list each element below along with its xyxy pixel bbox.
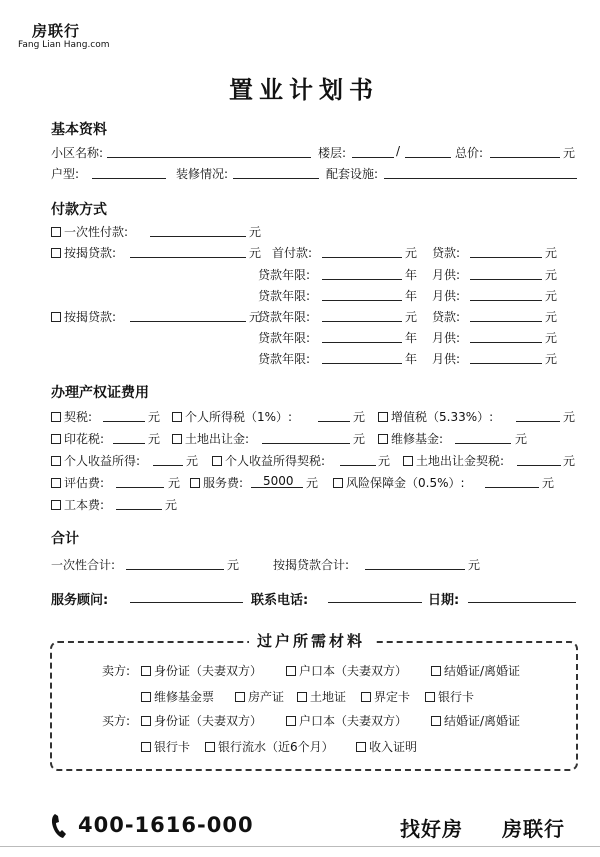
monthly-line[interactable] — [470, 342, 542, 343]
loan-years-line[interactable] — [322, 363, 402, 364]
footer-slogan-1: 找好房 — [400, 817, 463, 841]
monthly-label: 月供: — [432, 289, 461, 303]
loan-years-line[interactable] — [322, 279, 402, 280]
seller-item[interactable]: 土地证 — [297, 688, 346, 705]
floor-label: 楼层: — [318, 146, 347, 160]
checkbox[interactable] — [431, 716, 441, 726]
checkbox[interactable] — [378, 434, 388, 444]
checkbox[interactable] — [51, 478, 61, 488]
buyer-item[interactable]: 收入证明 — [356, 738, 417, 755]
personal-income-deed-row[interactable]: 个人收益所得契税: — [212, 452, 325, 469]
unit-year: 年 — [405, 289, 418, 303]
service-fee-row[interactable]: 服务费: — [190, 474, 243, 491]
seller-item[interactable]: 身份证（夫妻双方） — [141, 662, 262, 679]
unit-yuan: 元 — [148, 410, 161, 424]
payment-heading: 付款方式 — [51, 202, 107, 218]
total-price-label: 总价: — [455, 146, 484, 160]
monthly-label: 月供: — [432, 352, 461, 366]
personal-income-gain-line[interactable] — [153, 465, 183, 466]
service-fee-value: 5000 — [263, 474, 294, 488]
unit-yuan: 元 — [545, 310, 558, 324]
deed-tax-row[interactable]: 契税: — [51, 408, 92, 425]
community-line[interactable] — [107, 157, 311, 158]
mortgage-total-label: 按揭贷款合计: — [273, 558, 350, 572]
seller-item[interactable]: 银行卡 — [425, 688, 474, 705]
checkbox[interactable] — [51, 248, 61, 258]
checkbox[interactable] — [51, 312, 61, 322]
checkbox[interactable] — [297, 692, 307, 702]
personal-income-tax-line[interactable] — [318, 421, 350, 422]
appraisal-row[interactable]: 评估费: — [51, 474, 104, 491]
checkbox[interactable] — [235, 692, 245, 702]
checkbox[interactable] — [141, 666, 151, 676]
checkbox[interactable] — [51, 227, 61, 237]
unit-yuan: 元 — [405, 246, 418, 260]
seller-item[interactable]: 界定卡 — [361, 688, 410, 705]
seller-item[interactable]: 房产证 — [235, 688, 284, 705]
checkbox[interactable] — [378, 412, 388, 422]
checkbox[interactable] — [51, 434, 61, 444]
facilities-line[interactable] — [384, 178, 577, 179]
unit-yuan: 元 — [545, 268, 558, 282]
loan-line[interactable] — [470, 321, 542, 322]
logo-sub: Fang Lian Hang.com — [18, 40, 110, 50]
unit-yuan: 元 — [563, 146, 576, 160]
checkbox[interactable] — [286, 666, 296, 676]
loan-label: 贷款: — [432, 246, 461, 260]
unit-yuan: 元 — [165, 498, 178, 512]
date-line[interactable] — [468, 602, 576, 603]
loan-years-label: 贷款年限: — [258, 331, 311, 345]
down-payment-label: 首付款: — [272, 246, 313, 260]
unit-yuan: 元 — [378, 454, 391, 468]
buyer-label: 买方: — [102, 714, 131, 728]
deed-tax-line[interactable] — [103, 421, 145, 422]
seller-label: 卖方: — [102, 664, 131, 678]
loan-years-label: 贷款年限: — [258, 310, 311, 324]
checkbox[interactable] — [141, 692, 151, 702]
buyer-item[interactable]: 银行流水（近6个月） — [205, 738, 334, 755]
checkbox[interactable] — [286, 716, 296, 726]
decoration-line[interactable] — [233, 178, 319, 179]
land-transfer-deed-row[interactable]: 土地出让金契税: — [403, 452, 504, 469]
unit-yuan: 元 — [545, 289, 558, 303]
monthly-line[interactable] — [470, 363, 542, 364]
unit-yuan: 元 — [545, 246, 558, 260]
phone-icon — [50, 813, 70, 839]
unit-yuan: 元 — [542, 476, 555, 490]
community-label: 小区名称: — [51, 146, 104, 160]
seller-item[interactable]: 户口本（夫妻双方） — [286, 662, 407, 679]
vat-row[interactable]: 增值税（5.33%）: — [378, 408, 493, 425]
personal-income-gain-row[interactable]: 个人收益所得: — [51, 452, 140, 469]
unit-yuan: 元 — [353, 432, 366, 446]
unit-yuan: 元 — [148, 432, 161, 446]
production-fee-row[interactable]: 工本费: — [51, 496, 104, 513]
loan-years-label: 贷款年限: — [258, 352, 311, 366]
loan-years-line[interactable] — [322, 342, 402, 343]
risk-deposit-row[interactable]: 风险保障金（0.5%）: — [333, 474, 465, 491]
unit-year: 年 — [405, 352, 418, 366]
floor-sep: / — [396, 144, 401, 158]
phone-label: 联系电话: — [251, 593, 309, 608]
total-price-line[interactable] — [490, 157, 560, 158]
mortgage-2-line[interactable] — [130, 321, 246, 322]
loan-years-label: 贷款年限: — [258, 268, 311, 282]
personal-income-deed-line[interactable] — [340, 465, 376, 466]
seller-item[interactable]: 维修基金票 — [141, 688, 214, 705]
checkbox[interactable] — [190, 478, 200, 488]
appraisal-line[interactable] — [116, 487, 164, 488]
checkbox[interactable] — [51, 456, 61, 466]
checkbox[interactable] — [361, 692, 371, 702]
land-transfer-line[interactable] — [262, 443, 350, 444]
mortgage-2-row[interactable]: 按揭贷款: — [51, 308, 116, 325]
loan-years-line[interactable] — [322, 321, 402, 322]
loan-years-line[interactable] — [322, 300, 402, 301]
loan-line[interactable] — [470, 257, 542, 258]
mortgage-1-row[interactable]: 按揭贷款: — [51, 244, 116, 261]
bottom-divider — [0, 846, 600, 847]
facilities-label: 配套设施: — [326, 167, 379, 181]
unit-yuan: 元 — [306, 476, 319, 490]
lump-sum-row[interactable]: 一次性付款: — [51, 223, 128, 240]
unit-year: 年 — [405, 268, 418, 282]
checkbox[interactable] — [425, 692, 435, 702]
house-type-line[interactable] — [92, 178, 166, 179]
advisor-label: 服务顾问: — [51, 593, 109, 608]
production-fee-line[interactable] — [116, 509, 162, 510]
monthly-label: 月供: — [432, 268, 461, 282]
footer-phone[interactable]: 400-1616-000 — [78, 813, 254, 837]
buyer-item[interactable]: 银行卡 — [141, 738, 190, 755]
loan-years-label: 贷款年限: — [258, 289, 311, 303]
decoration-label: 装修情况: — [176, 167, 229, 181]
monthly-label: 月供: — [432, 331, 461, 345]
land-transfer-row[interactable]: 土地出让金: — [172, 430, 249, 447]
unit-yuan: 元 — [227, 558, 240, 572]
floor-total-line[interactable] — [405, 157, 451, 158]
unit-yuan: 元 — [545, 352, 558, 366]
unit-yuan: 元 — [353, 410, 366, 424]
unit-yuan: 元 — [515, 432, 528, 446]
checkbox[interactable] — [51, 412, 61, 422]
monthly-line[interactable] — [470, 279, 542, 280]
maintenance-fund-line[interactable] — [455, 443, 511, 444]
unit-yuan: 元 — [545, 331, 558, 345]
mortgage-total-line[interactable] — [365, 569, 465, 570]
lump-total-label: 一次性合计: — [51, 558, 116, 572]
advisor-line[interactable] — [130, 602, 243, 603]
floor-line[interactable] — [352, 157, 394, 158]
checkbox[interactable] — [205, 742, 215, 752]
buyer-item[interactable]: 结婚证/离婚证 — [431, 712, 520, 729]
checkbox[interactable] — [333, 478, 343, 488]
materials-heading: 过户所需材料 — [249, 630, 373, 651]
checkbox[interactable] — [356, 742, 366, 752]
unit-yuan: 元 — [405, 310, 418, 324]
checkbox[interactable] — [141, 742, 151, 752]
stamp-tax-line[interactable] — [113, 443, 145, 444]
maintenance-fund-row[interactable]: 维修基金: — [378, 430, 443, 447]
total-heading: 合计 — [51, 531, 79, 547]
checkbox[interactable] — [431, 666, 441, 676]
checkbox[interactable] — [51, 500, 61, 510]
loan-label: 贷款: — [432, 310, 461, 324]
fees-heading: 办理产权证费用 — [51, 385, 149, 401]
buyer-item[interactable]: 户口本（夫妻双方） — [286, 712, 407, 729]
stamp-tax-row[interactable]: 印花税: — [51, 430, 104, 447]
buyer-item[interactable]: 身份证（夫妻双方） — [141, 712, 262, 729]
date-label: 日期: — [428, 593, 460, 608]
basic-heading: 基本资料 — [51, 122, 107, 138]
checkbox[interactable] — [172, 412, 182, 422]
logo-name: 房联行 — [32, 22, 81, 40]
unit-yuan: 元 — [468, 558, 481, 572]
checkbox[interactable] — [141, 716, 151, 726]
footer-slogan-2: 房联行 — [502, 817, 565, 841]
unit-yuan: 元 — [168, 476, 181, 490]
lump-total-line[interactable] — [126, 569, 224, 570]
checkbox[interactable] — [403, 456, 413, 466]
risk-deposit-line[interactable] — [485, 487, 539, 488]
checkbox[interactable] — [212, 456, 222, 466]
land-transfer-deed-line[interactable] — [517, 465, 561, 466]
unit-year: 年 — [405, 331, 418, 345]
monthly-line[interactable] — [470, 300, 542, 301]
house-type-label: 户型: — [51, 167, 80, 181]
lump-sum-line[interactable] — [150, 236, 246, 237]
seller-item[interactable]: 结婚证/离婚证 — [431, 662, 520, 679]
phone-line[interactable] — [328, 602, 422, 603]
unit-yuan: 元 — [186, 454, 199, 468]
mortgage-1-line[interactable] — [130, 257, 246, 258]
vat-line[interactable] — [516, 421, 560, 422]
unit-yuan: 元 — [563, 410, 576, 424]
checkbox[interactable] — [172, 434, 182, 444]
unit-yuan: 元 — [249, 225, 262, 239]
unit-yuan: 元 — [249, 246, 262, 260]
unit-yuan: 元 — [249, 310, 262, 324]
unit-yuan: 元 — [563, 454, 576, 468]
personal-income-tax-row[interactable]: 个人所得税（1%）: — [172, 408, 292, 425]
page-title: 置业计划书 — [229, 76, 379, 104]
down-payment-line[interactable] — [322, 257, 402, 258]
